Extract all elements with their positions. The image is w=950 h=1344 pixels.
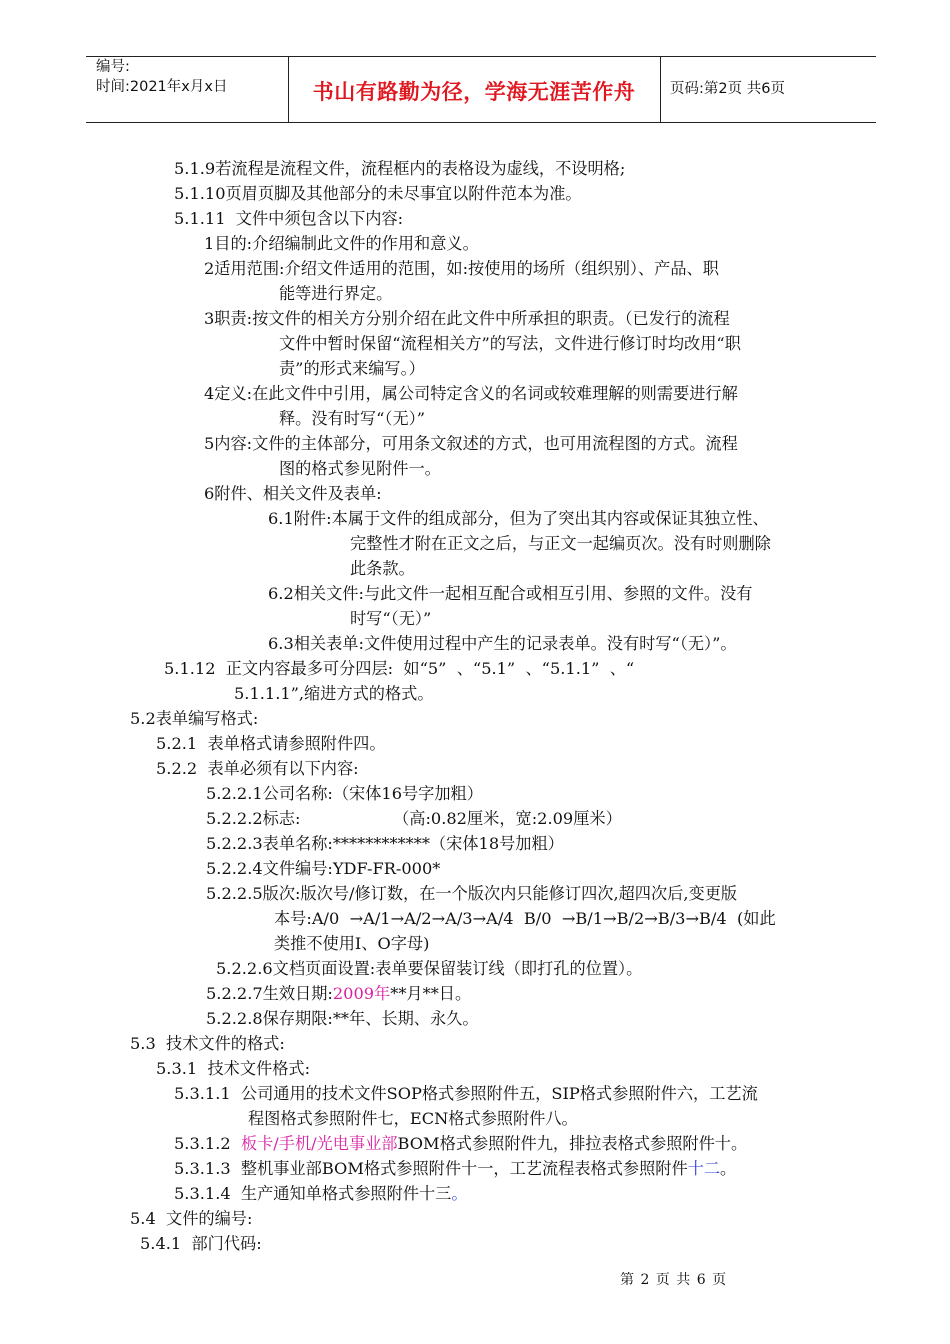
section-heading: 5.4 文件的编号: [130,1209,253,1228]
body-line: 图的格式参见附件一。 [279,459,441,478]
body-line: 6.1附件:本属于文件的组成部分，但为了突出其内容或保证其独立性、 [268,509,769,528]
body-line: 2适用范围:介绍文件适用的范围，如:按使用的场所（组织别）、产品、职 [204,259,719,278]
body-line: 5.1.1.1”,缩进方式的格式。 [234,684,434,703]
page-footer: 第 2 页 共 6 页 [620,1272,727,1288]
body-line: 责”的形式来编写。） [279,359,425,378]
body-line [206,982,471,1006]
body-line: 5.1.9若流程是流程文件，流程框内的表格设为虚线，不设明格; [174,159,626,178]
section-heading: 5.2表单编写格式: [130,709,259,728]
body-line: 5.2.2.1公司名称:（宋体16号字加粗） [206,784,483,803]
body-line: 文件中暂时保留“流程相关方”的写法，文件进行修订时均改用“职 [279,334,741,353]
header-top-rule [86,56,876,57]
header-bottom-rule [86,122,876,123]
body-line: 此条款。 [350,559,415,578]
body-line: 5.2.2 表单必须有以下内容: [156,759,359,778]
highlighted-text: 板卡/手机/光电事业部 [240,1134,398,1153]
body-line: 5.1.12 正文内容最多可分四层: 如“5” 、“5.1” 、“5.1.1” 、“ [164,659,635,678]
body-line [174,1157,736,1181]
body-line: 5.2.2.5版次:版次号/修订数，在一个版次内只能修订四次,超四次后,变更版 [206,884,738,903]
page-info: 页码:第2页 共6页 [670,81,785,97]
body-line: 时写“（无）” [350,609,432,628]
line-text: 5.2.2.7生效日期: [206,984,333,1003]
line-text: **月**日。 [390,984,472,1003]
body-line: 本号:A/0 →A/1→A/2→A/3→A/4 B/0 →B/1→B/2→B/3→B/4 (如此 [274,909,776,928]
body-line: 5.3.1.1 公司通用的技术文件SOP格式参照附件五，SIP格式参照附件六，工艺流 [174,1084,758,1103]
document-number-label: 编号: [96,59,130,75]
body-line: 5内容:文件的主体部分，可用条文叙述的方式，也可用流程图的方式。流程 [204,434,738,453]
body-line: 能等进行界定。 [279,284,393,303]
document-date: 时间:2021年x月x日 [96,79,228,95]
line-text: BOM格式参照附件九，排拉表格式参照附件十。 [397,1134,748,1153]
line-text: 5.3.1.3 整机事业部BOM格式参照附件十一，工艺流程表格式参照附件 [174,1159,688,1178]
body-line: 4定义:在此文件中引用，属公司特定含义的名词或较难理解的则需要进行解 [204,384,738,403]
body-line: 6附件、相关文件及表单: [204,484,382,503]
body-line: 5.1.10页眉页脚及其他部分的未尽事宜以附件范本为准。 [174,184,582,203]
body-line: 5.3.1 技术文件格式: [156,1059,311,1078]
body-line: 3职责:按文件的相关方分别介绍在此文件中所承担的职责。（已发行的流程 [204,309,730,328]
highlighted-text: 十二 [687,1159,721,1178]
section-heading: 5.3 技术文件的格式: [130,1034,285,1053]
body-line: 5.2.2.4文件编号:YDF-FR-000* [206,859,441,878]
body-line: 5.2.2.3表单名称:************（宋体18号加粗） [206,834,564,853]
body-line: 5.2.2.2标志: （高:0.82厘米，宽:2.09厘米） [206,809,622,828]
body-line: 5.4.1 部门代码: [140,1234,262,1253]
line-text: 5.3.1.4 生产通知单格式参照附件十三 [174,1184,452,1203]
highlighted-text: 。 [451,1184,468,1203]
body-line: 程图格式参照附件七，ECN格式参照附件八。 [248,1109,578,1128]
body-line: 6.2相关文件:与此文件一起相互配合或相互引用、参照的文件。没有 [268,584,753,603]
header-divider-right [660,56,661,122]
body-line: 类推不使用I、O字母) [274,934,430,953]
body-line: 1目的:介绍编制此文件的作用和意义。 [204,234,479,253]
body-line: 5.2.1 表单格式请参照附件四。 [156,734,386,753]
line-text: 5.3.1.2 [174,1134,241,1153]
line-text: 。 [720,1159,737,1178]
body-line [174,1132,747,1156]
body-line: 完整性才附在正文之后，与正文一起编页次。没有时则删除 [350,534,771,553]
body-line: 释。没有时写“（无）” [279,409,426,428]
body-line: 5.2.2.6文档页面设置:表单要保留装订线（即打孔的位置）。 [216,959,643,978]
highlighted-text: 2009年 [332,984,391,1003]
body-line: 5.1.11 文件中须包含以下内容: [174,209,404,228]
body-line: 6.3相关表单:文件使用过程中产生的记录表单。没有时写“（无）”。 [268,634,737,653]
body-line [174,1182,468,1206]
body-line: 5.2.2.8保存期限:**年、长期、永久。 [206,1009,479,1028]
header-motto: 书山有路勤为径，学海无涯苦作舟 [312,80,636,104]
